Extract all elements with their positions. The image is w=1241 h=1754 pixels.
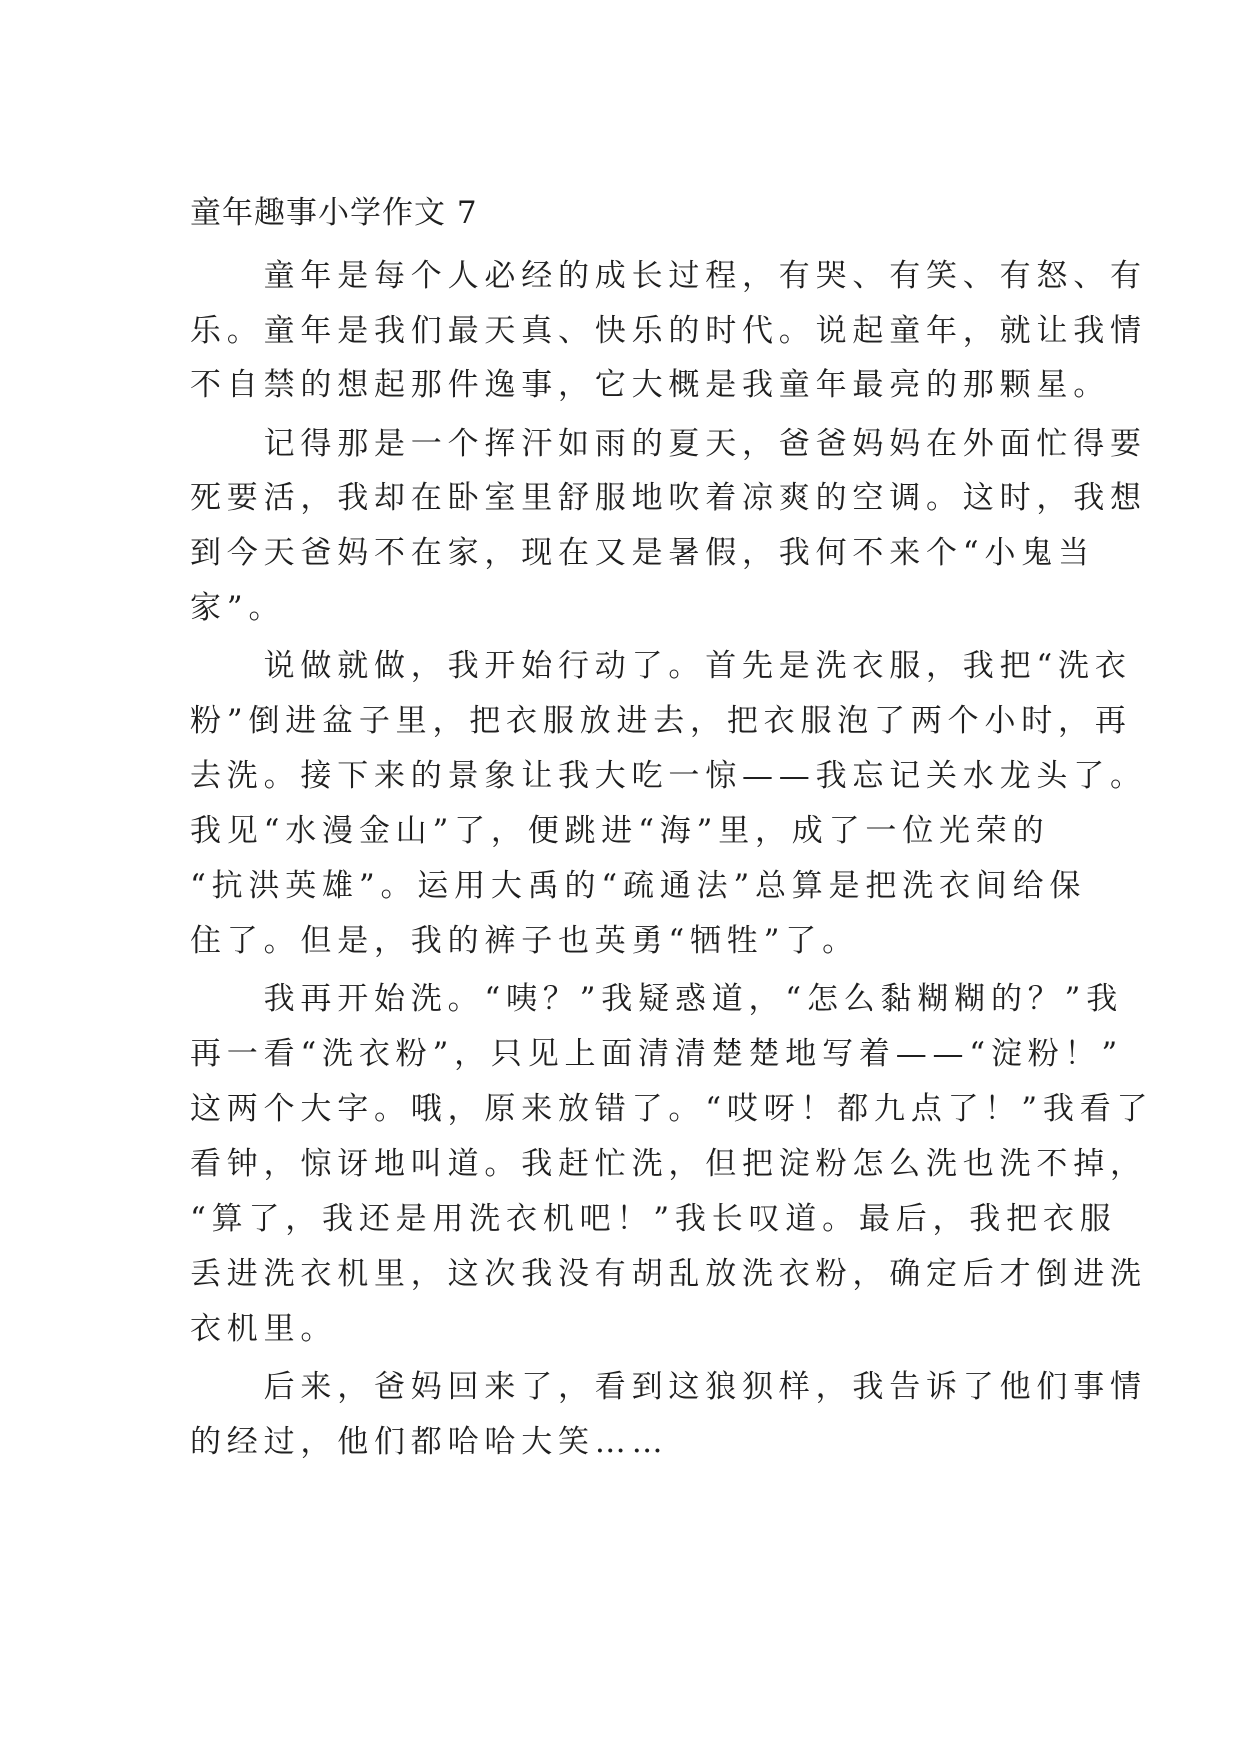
text-line: 乐。童年是我们最天真、快乐的时代。说起童年，就让我情 bbox=[190, 313, 1147, 349]
text-line: 家”。 bbox=[190, 590, 286, 626]
text-line: “抗洪英雄”。运用大禹的“疏通法”总算是把洗衣间给保 bbox=[190, 868, 1087, 904]
text-line: 童年是每个人必经的成长过程，有哭、有笑、有怒、有 bbox=[190, 258, 1147, 294]
document-title: 童年趣事小学作文 7 bbox=[190, 195, 478, 231]
text-line: 丢进洗衣机里，这次我没有胡乱放洗衣粉，确定后才倒进洗 bbox=[190, 1256, 1147, 1292]
text-line: 不自禁的想起那件逸事，它大概是我童年最亮的那颗星。 bbox=[190, 367, 1110, 403]
text-line: 记得那是一个挥汗如雨的夏天，爸爸妈妈在外面忙得要 bbox=[190, 426, 1147, 462]
text-line: 这两个大字。哦，原来放错了。“哎呀！都九点了！”我看了 bbox=[190, 1091, 1154, 1127]
text-line: 我再开始洗。“咦？”我疑惑道，“怎么黏糊糊的？”我 bbox=[190, 981, 1123, 1017]
text-line: 住了。但是，我的裤子也英勇“牺牲”了。 bbox=[190, 923, 859, 959]
text-line: 看钟，惊讶地叫道。我赶忙洗，但把淀粉怎么洗也洗不掉， bbox=[190, 1146, 1147, 1182]
text-line: 去洗。接下来的景象让我大吃一惊——我忘记关水龙头了。 bbox=[190, 758, 1147, 794]
text-line: 的经过，他们都哈哈大笑…… bbox=[190, 1424, 669, 1460]
text-line: 到今天爸妈不在家，现在又是暑假，我何不来个“小鬼当 bbox=[190, 535, 1095, 571]
text-line: 说做就做，我开始行动了。首先是洗衣服，我把“洗衣 bbox=[190, 648, 1132, 684]
text-line: 我见“水漫金山”了，便跳进“海”里，成了一位光荣的 bbox=[190, 813, 1050, 849]
text-line: 衣机里。 bbox=[190, 1311, 338, 1347]
text-line: 再一看“洗衣粉”，只见上面清清楚楚地写着——“淀粉！” bbox=[190, 1036, 1123, 1072]
text-line: 后来，爸妈回来了，看到这狼狈样，我告诉了他们事情 bbox=[190, 1369, 1147, 1405]
text-line: 粉”倒进盆子里，把衣服放进去，把衣服泡了两个小时，再 bbox=[190, 703, 1132, 739]
text-line: “算了，我还是用洗衣机吧！”我长叹道。最后，我把衣服 bbox=[190, 1201, 1117, 1237]
text-line: 死要活，我却在卧室里舒服地吹着凉爽的空调。这时，我想 bbox=[190, 480, 1147, 516]
